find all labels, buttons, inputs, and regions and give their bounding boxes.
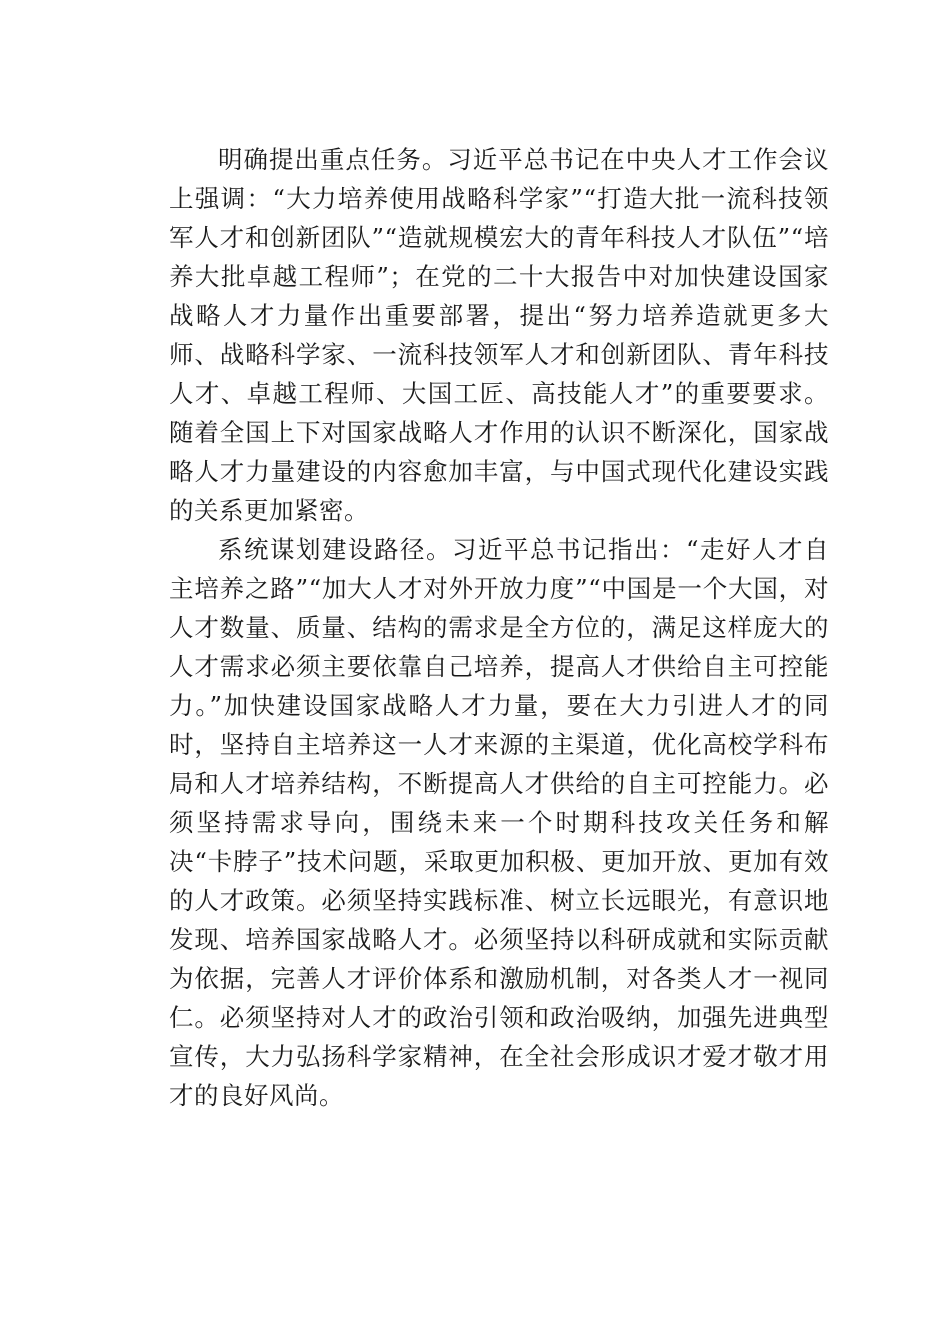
document-body — [169, 140, 829, 1115]
paragraph-construction-path: 系统谋划建设路径。习近平总书记指出：“走好人才自主培养之路”“加大人才对外开放力度”“中国是一个大国，对人才数量、质量、结构的需求是全方位的，满足这样庞大的人才需求必须主要依靠自己培养，提高人才供给自主可控能力。”加快建设国家战略人才力量，要在大力引进人才的同时，坚持自主培养这一人才来源的主渠道，优化高校学科布局和人才培养结构，不断提高人才供给的自主可控能力。必须坚持需求导向，围绕未来一个时期科技攻关任务和解决“卡脖子”技术问题，采取更加积极、更加开放、更加有效的人才政策。必须坚持实践标准、树立长远眼光，有意识地发现、培养国家战略人才。必须坚持以科研成就和实际贡献为依据，完善人才评价体系和激励机制，对各类人才一视同仁。必须坚持对人才的政治引领和政治吸纳，加强先进典型宣传，大力弘扬科学家精神，在全社会形成识才爱才敬才用才的良好风尚。 — [169, 535, 829, 1110]
paragraph-key-tasks: 明确提出重点任务。习近平总书记在中央人才工作会议上强调：“大力培养使用战略科学家”“打造大批一流科技领军人才和创新团队”“造就规模宏大的青年科技人才队伍”“培养大批卓越工程师”；在党的二十大报告中对加快建设国家战略人才力量作出重要部署，提出“努力培养造就更多大师、战略科学家、一流科技领军人才和创新团队、青年科技人才、卓越工程师、大国工匠、高技能人才”的重要要求。随着全国上下对国家战略人才作用的认识不断深化，国家战略人才力量建设的内容愈加丰富，与中国式现代化建设实践的关系更加紧密。 — [169, 145, 829, 525]
